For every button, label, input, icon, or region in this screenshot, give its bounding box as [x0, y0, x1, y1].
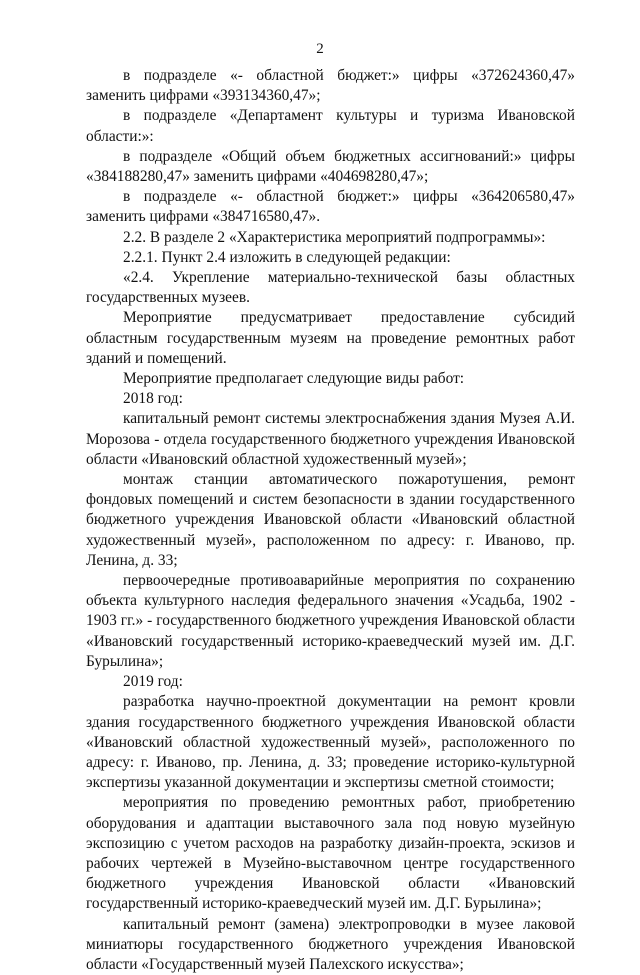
paragraph-roof-documentation: разработка научно-проектной документации на ремонт кровли здания государственного бюджетного учреждения Ивановской области «Ивановский областной художественный музей», расположенного по адресу: г. Иваново, пр. Ленина, д. 33; проведение историко-культурной экспертизы указанной документации и экспертизы сметной стоимости;: [86, 693, 575, 792]
paragraph-regional-budget-1: в подразделе «- областной бюджет:» цифры «372624360,47» заменить цифрами «393134360,47»;: [86, 67, 575, 105]
paragraph-section-2-2: 2.2. В разделе 2 «Характеристика мероприятий подпрограммы»:: [123, 228, 546, 246]
paragraph-item-2-4-heading: «2.4. Укрепление материально-технической базы областных государственных музеев.: [86, 269, 575, 307]
paragraph-total-allocations: в подразделе «Общий объем бюджетных ассигнований:» цифры «384188280,47» заменить цифрами «404698280,47»;: [86, 147, 575, 186]
paragraph-fire-suppression: монтаж станции автоматического пожаротушения, ремонт фондовых помещений и систем безопасности в здании государственного бюджетного учреждения Ивановской области «Ивановский областной художественный музей», расположенном по адресу: г. Иваново, пр. Ленина, д. 33;: [86, 471, 575, 569]
paragraph-emergency-measures: первоочередные противоаварийные мероприятия по сохранению объекта культурного наследия федерального значения «Усадьба, 1902 - 1903 гг.» - государственного бюджетного учреждения Ивановской области «Ивановский государственный историко-краеведческий музей им. Д.Г. Бурылина»;: [86, 572, 575, 670]
paragraph-department-culture: в подразделе «Департамент культуры и туризма Ивановской области:»:: [86, 107, 575, 145]
paragraph-regional-budget-2: в подразделе «- областной бюджет:» цифры «364206580,47» заменить цифрами «384716580,47».: [86, 188, 575, 226]
paragraph-item-2-2-1: 2.2.1. Пункт 2.4 изложить в следующей редакции:: [123, 248, 451, 266]
paragraph-year-2019: 2019 год:: [123, 673, 183, 691]
document-body: [86, 66, 575, 975]
paragraph-year-2018: 2018 год:: [123, 390, 183, 408]
paragraph-palekh-wiring: капитальный ремонт (замена) электропроводки в музее лаковой миниатюры государственного бюджетного учреждения Ивановской области «Государственный музей Палехского искусства»;: [86, 915, 575, 973]
paragraph-exhibition-hall: мероприятия по проведению ремонтных работ, приобретению оборудования и адаптации выставочного зала под новую музейную экспозицию с учетом расходов на разработку дизайн-проекта, эскизов и рабочих чертежей в Музейно-выставочном центре государственного бюджетного учреждения Ивановской области «Ивановский государственный историко-краеведческий музей им. Д.Г. Бурылина»;: [86, 794, 575, 913]
paragraph-morozov-museum: капитальный ремонт системы электроснабжения здания Музея А.И. Морозова - отдела государственного бюджетного учреждения Ивановской области «Ивановский областной художественный музей»;: [86, 410, 575, 468]
paragraph-work-types: Мероприятие предполагает следующие виды работ:: [123, 370, 465, 388]
paragraph-subsidies: Мероприятие предусматривает предоставление субсидий областным государственным музеям на проведение ремонтных работ зданий и помещений.: [86, 309, 575, 367]
page-number: 2: [316, 41, 324, 57]
